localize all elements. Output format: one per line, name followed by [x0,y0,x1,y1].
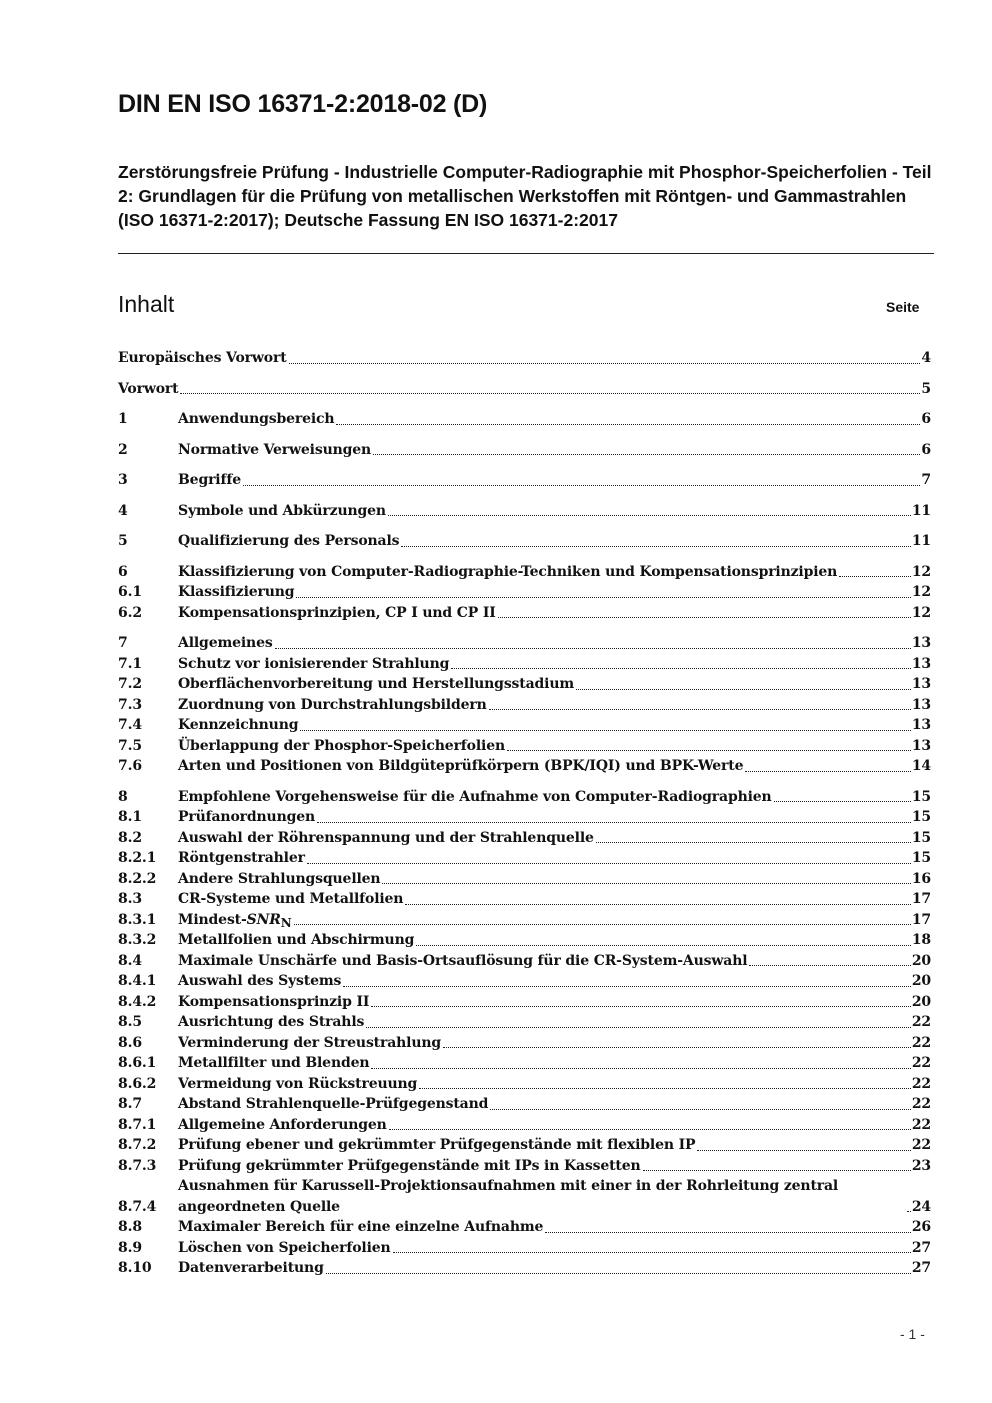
toc-dot-leader [326,1273,911,1274]
toc-entry-title [118,348,287,369]
toc-entry-number: 7.4 [118,717,142,733]
toc-dot-leader [388,515,911,516]
toc-entry-title-text: Ausnahmen für Karussell-Projektionsaufnahmen mit einer in der Rohrleitung zentral angeordneten Quelle [178,1178,839,1215]
toc-entry-title-text: Überlappung der Phosphor-Speicherfolien [178,737,505,754]
toc-entry-title-text: Allgemeines [178,635,273,651]
toc-entry-title [178,910,292,931]
toc-entry-title-text: Prüfanordnungen [178,809,316,825]
title-divider [118,253,934,254]
toc-entry-number: 3 [118,472,128,488]
toc-entry-title-text: Arten und Positionen von Bildgüteprüfkörpern (BPK/IQI) und BPK-Werte [178,758,744,774]
toc-entry-number: 8.4.2 [118,993,157,1010]
toc-entry-page: 13 [911,655,931,672]
toc-entry-page: 23 [911,1157,931,1174]
toc-entry-title [178,951,747,972]
toc-entry-page: 13 [911,717,931,733]
toc-entry-title-text: Mindest- [178,911,247,928]
toc-entry-title [178,1217,543,1238]
toc-dot-leader [336,424,920,425]
toc-dot-leader [839,576,911,577]
toc-entry-title-text: Maximale Unschärfe und Basis-Ortsauflösung für die CR-System-Auswahl [178,952,748,969]
toc-entry-title [178,562,837,583]
toc-entry-number: 8 [118,788,128,805]
toc-entry-title-text: Vermeidung von Rückstreuung [178,1075,418,1092]
toc-entry-title-text: Kompensationsprinzip II [178,993,370,1010]
toc-entry-page: 13 [911,696,931,713]
toc-entry-number: 8.9 [118,1239,142,1256]
toc-entry-title [178,633,273,654]
toc-entry-title [178,889,403,910]
toc-entry-number: 7 [118,635,128,651]
document-subtitle: Zerstörungsfreie Prüfung - Industrielle Computer-Radiographie mit Phosphor-Speicherfolien - Teil 2: Grundlagen für die Prüfung von metallischen Werkstoffen mit Röntgen- und Gammastrahlen (ISO 16371-2:2017); Deutsche Fassung EN ISO 16371-2:2017 [118,162,932,230]
toc-entry[interactable] [118,889,931,910]
table-of-contents [118,348,931,1279]
toc-entry[interactable] [118,1074,931,1095]
toc-entry-title-text: Röntgenstrahler [178,850,305,866]
toc-entry-number: 8.4 [118,952,142,969]
toc-entry-title [178,440,371,461]
toc-entry-title-subscript: N [280,915,292,930]
toc-entry-number: 8.10 [118,1260,152,1276]
toc-dot-leader [294,924,911,925]
toc-entry-number: 6 [118,563,128,580]
toc-dot-leader [373,454,920,455]
toc-entry-number: 8.7.3 [118,1157,157,1174]
toc-entry-title-text: Löschen von Speicherfolien [178,1239,391,1256]
toc-dot-leader [596,842,911,843]
toc-entry-title-text: CR-Systeme und Metallfolien [178,891,404,907]
toc-entry[interactable] [118,1094,931,1115]
toc-entry[interactable] [118,440,931,461]
toc-entry-title-text: Maximaler Bereich für eine einzelne Aufnahme [178,1219,544,1235]
toc-entry[interactable] [118,1135,931,1156]
toc-entry-number: 8.1 [118,809,142,825]
toc-entry-title-text: Klassifizierung von Computer-Radiographie-Techniken und Kompensationsprinzipien [178,563,838,580]
toc-entry-number: 1 [118,411,128,427]
toc-entry-page: 12 [911,584,931,600]
toc-entry-number: 8.2.1 [118,850,157,866]
page-column-label: Seite [886,299,920,315]
toc-entry-title [178,992,369,1013]
toc-entry-number: 8.5 [118,1014,142,1030]
toc-entry[interactable] [118,470,931,491]
toc-entry-title [178,695,487,716]
document-title: DIN EN ISO 16371-2:2018-02 (D) [118,90,488,118]
toc-entry-title-text: Allgemeine Anforderungen [178,1116,387,1133]
toc-dot-leader [243,485,920,486]
toc-dot-leader [697,1150,910,1151]
toc-entry-title [178,1258,324,1279]
toc-entry-page: 27 [911,1260,931,1276]
toc-entry[interactable] [118,1033,931,1054]
toc-entry-title [178,1033,441,1054]
toc-dot-leader [371,1068,910,1069]
toc-entry[interactable] [118,715,931,736]
toc-dot-leader [289,363,921,364]
toc-dot-leader [745,771,910,772]
toc-entry-title [178,603,496,624]
toc-entry-page: 18 [911,932,931,948]
toc-dot-leader [405,904,910,905]
toc-entry-title [178,971,341,992]
toc-entry-number: 7.3 [118,696,142,713]
toc-entry-title [178,1156,641,1177]
toc-entry-title-symbol: SNR [246,911,281,928]
toc-entry-title-text: Prüfung gekrümmter Prüfgegenstände mit IPs in Kassetten [178,1157,641,1174]
toc-entry-title [178,715,298,736]
toc-dot-leader [300,730,910,731]
toc-entry[interactable] [118,654,931,675]
toc-entry[interactable] [118,603,931,624]
toc-entry[interactable] [118,501,931,522]
toc-entry[interactable] [118,379,931,400]
toc-entry-page: 5 [921,380,931,397]
toc-entry-number: 5 [118,533,128,549]
toc-entry-page: 11 [911,533,931,549]
toc-entry-title [178,409,334,430]
toc-entry-title-text: Metallfilter und Blenden [178,1055,370,1071]
toc-entry-number: 8.6.1 [118,1055,157,1071]
toc-entry-title [178,1176,905,1217]
toc-entry-title-text: Qualifizierung des Personals [178,533,400,549]
toc-entry-title [178,654,449,675]
toc-entry-page: 17 [911,911,931,928]
toc-entry-title-text: Empfohlene Vorgehensweise für die Aufnahme von Computer-Radiographien [178,788,772,805]
toc-entry-page: 13 [911,676,931,692]
toc-entry[interactable] [118,1217,931,1238]
toc-dot-leader [416,945,911,946]
toc-heading: Inhalt [118,291,175,317]
toc-entry-title-text: Ausrichtung des Strahls [178,1014,365,1030]
toc-dot-leader [307,863,911,864]
toc-entry-title [178,1115,387,1136]
toc-entry-title [178,1012,364,1033]
toc-dot-leader [576,689,911,690]
toc-entry-page: 6 [921,411,931,427]
toc-entry-page: 11 [911,502,931,519]
toc-entry-page: 4 [921,350,931,366]
toc-entry-number: 8.3.1 [118,911,157,928]
toc-dot-leader [180,393,920,394]
toc-entry-title [178,501,386,522]
toc-dot-leader [907,1211,911,1212]
toc-entry-page: 12 [911,604,931,621]
toc-dot-leader [643,1170,911,1171]
toc-entry-title [118,379,178,400]
toc-entry-title-text: Verminderung der Streustrahlung [178,1034,442,1051]
toc-entry[interactable] [118,1258,931,1279]
toc-entry-title [178,828,594,849]
toc-entry-page: 22 [911,1014,931,1030]
toc-entry-title [178,930,414,951]
toc-entry-title-text: Klassifizierung [178,584,295,600]
toc-entry[interactable] [118,869,931,890]
toc-entry-page: 22 [911,1137,931,1153]
toc-entry-page: 13 [911,737,931,754]
toc-entry-number: 2 [118,441,128,458]
toc-entry[interactable] [118,828,931,849]
toc-entry-title [178,787,772,808]
toc-entry-title-text: Begriffe [178,472,241,488]
toc-dot-leader [507,750,911,751]
toc-dot-leader [489,709,911,710]
toc-entry-title [178,582,294,603]
toc-entry-number: 6.2 [118,604,142,621]
toc-entry-page: 26 [911,1219,931,1235]
toc-entry[interactable] [118,807,931,828]
toc-entry-page: 16 [911,870,931,887]
toc-entry-number: 8.7.2 [118,1137,157,1153]
toc-entry-title [178,470,241,491]
toc-entry[interactable] [118,633,931,654]
toc-entry-title-text: Auswahl der Röhrenspannung und der Strahlenquelle [178,829,594,846]
toc-entry-page: 22 [911,1096,931,1112]
toc-entry-page: 22 [911,1116,931,1133]
toc-entry-page: 22 [911,1034,931,1051]
toc-dot-leader [366,1027,911,1028]
toc-dot-leader [774,801,911,802]
toc-dot-leader [749,965,910,966]
toc-entry-title-text: Andere Strahlungsquellen [178,870,381,887]
toc-entry-number: 7.2 [118,676,142,692]
toc-entry[interactable] [118,562,931,583]
toc-entry-title [178,1074,417,1095]
toc-entry-number: 8.3 [118,891,142,907]
toc-dot-leader [389,1129,911,1130]
toc-entry-number: 7.1 [118,655,142,672]
toc-entry-title-text: Vorwort [118,380,179,397]
toc-entry-page: 22 [911,1055,931,1071]
toc-entry-number: 8.8 [118,1219,142,1235]
toc-entry[interactable] [118,1238,931,1259]
toc-entry-page: 14 [911,758,931,774]
toc-entry-title [178,1238,391,1259]
toc-entry-page: 7 [921,472,931,488]
toc-dot-leader [401,546,910,547]
toc-entry-number: 4 [118,502,128,519]
toc-entry-page: 15 [911,829,931,846]
toc-entry-page: 6 [921,441,931,458]
toc-dot-leader [382,883,910,884]
toc-entry[interactable] [118,756,931,777]
toc-entry-title-text: Metallfolien und Abschirmung [178,932,415,948]
toc-entry-title [178,848,305,869]
toc-entry[interactable] [118,736,931,757]
toc-entry-number: 7.5 [118,737,142,754]
toc-entry[interactable] [118,951,931,972]
toc-entry-page: 15 [911,809,931,825]
toc-entry-number: 8.7 [118,1096,142,1112]
toc-entry-title [178,531,399,552]
toc-entry[interactable] [118,787,931,808]
toc-entry-title-text: Prüfung ebener und gekrümmter Prüfgegenstände mit flexiblen IP [178,1137,696,1153]
toc-entry[interactable] [118,930,931,951]
toc-entry-page: 20 [911,973,931,989]
toc-dot-leader [419,1088,911,1089]
toc-entry-title-text: Normative Verweisungen [178,441,372,458]
toc-dot-leader [545,1232,911,1233]
toc-dot-leader [275,648,911,649]
toc-dot-leader [393,1252,911,1253]
toc-entry-number: 6.1 [118,584,142,600]
toc-entry-title [178,1135,695,1156]
toc-entry-title-text: Oberflächenvorbereitung und Herstellungsstadium [178,676,575,692]
toc-entry[interactable] [118,409,931,430]
toc-entry-number: 8.6.2 [118,1075,157,1092]
toc-entry[interactable] [118,1156,931,1177]
toc-entry-title [178,807,315,828]
toc-entry[interactable] [118,971,931,992]
toc-entry-page: 20 [911,952,931,969]
toc-entry-title-text: Abstand Strahlenquelle-Prüfgegenstand [178,1096,489,1112]
toc-dot-leader [296,597,910,598]
toc-entry-number: 8.4.1 [118,973,157,989]
toc-entry-title-text: Schutz vor ionisierender Strahlung [178,655,450,672]
toc-entry-number: 7.6 [118,758,142,774]
toc-entry-page: 17 [911,891,931,907]
toc-entry[interactable] [118,1053,931,1074]
toc-entry[interactable] [118,531,931,552]
toc-dot-leader [498,617,911,618]
toc-entry-number: 8.2.2 [118,870,157,887]
toc-entry-title-text: Symbole und Abkürzungen [178,502,386,519]
toc-entry[interactable] [118,582,931,603]
toc-entry-title-text: Europäisches Vorwort [118,350,287,366]
toc-entry[interactable] [118,348,931,369]
page-number: - 1 - [900,1326,925,1342]
toc-entry[interactable] [118,1115,931,1136]
toc-entry-page: 24 [911,1198,931,1215]
toc-entry-title [178,674,574,695]
toc-entry-page: 22 [911,1075,931,1092]
toc-entry-number: 8.7.1 [118,1116,157,1133]
toc-entry-title [178,756,743,777]
toc-entry[interactable] [118,695,931,716]
toc-entry-number: 8.6 [118,1034,142,1051]
toc-entry-page: 13 [911,635,931,651]
toc-entry-title-text: Kompensationsprinzipien, CP I und CP II [178,604,496,621]
toc-entry-title-text: Zuordnung von Durchstrahlungsbildern [178,696,487,713]
toc-entry-title-text: Datenverarbeitung [178,1260,324,1276]
toc-entry-title [178,736,505,757]
toc-entry[interactable] [118,1176,931,1217]
toc-entry[interactable] [118,992,931,1013]
toc-entry[interactable] [118,848,931,869]
toc-entry[interactable] [118,1012,931,1033]
toc-entry[interactable] [118,674,931,695]
toc-entry-page: 15 [911,788,931,805]
toc-entry-page: 15 [911,850,931,866]
toc-dot-leader [371,1006,911,1007]
toc-dot-leader [451,668,911,669]
toc-entry-title [178,1053,369,1074]
toc-entry[interactable] [118,910,931,931]
toc-entry-title [178,1094,488,1115]
toc-dot-leader [317,822,911,823]
toc-entry-number: 8.3.2 [118,932,157,948]
toc-entry-title-text: Kennzeichnung [178,717,299,733]
toc-dot-leader [343,986,911,987]
toc-entry-number: 8.7.4 [118,1198,157,1215]
toc-entry-page: 20 [911,993,931,1010]
toc-entry-title [178,869,380,890]
toc-entry-page: 12 [911,563,931,580]
toc-entry-title-text: Anwendungsbereich [178,411,335,427]
toc-entry-number: 8.2 [118,829,142,846]
toc-entry-title-text: Auswahl des Systems [178,973,342,989]
toc-entry-page: 27 [911,1239,931,1256]
toc-dot-leader [443,1047,911,1048]
toc-dot-leader [490,1109,911,1110]
